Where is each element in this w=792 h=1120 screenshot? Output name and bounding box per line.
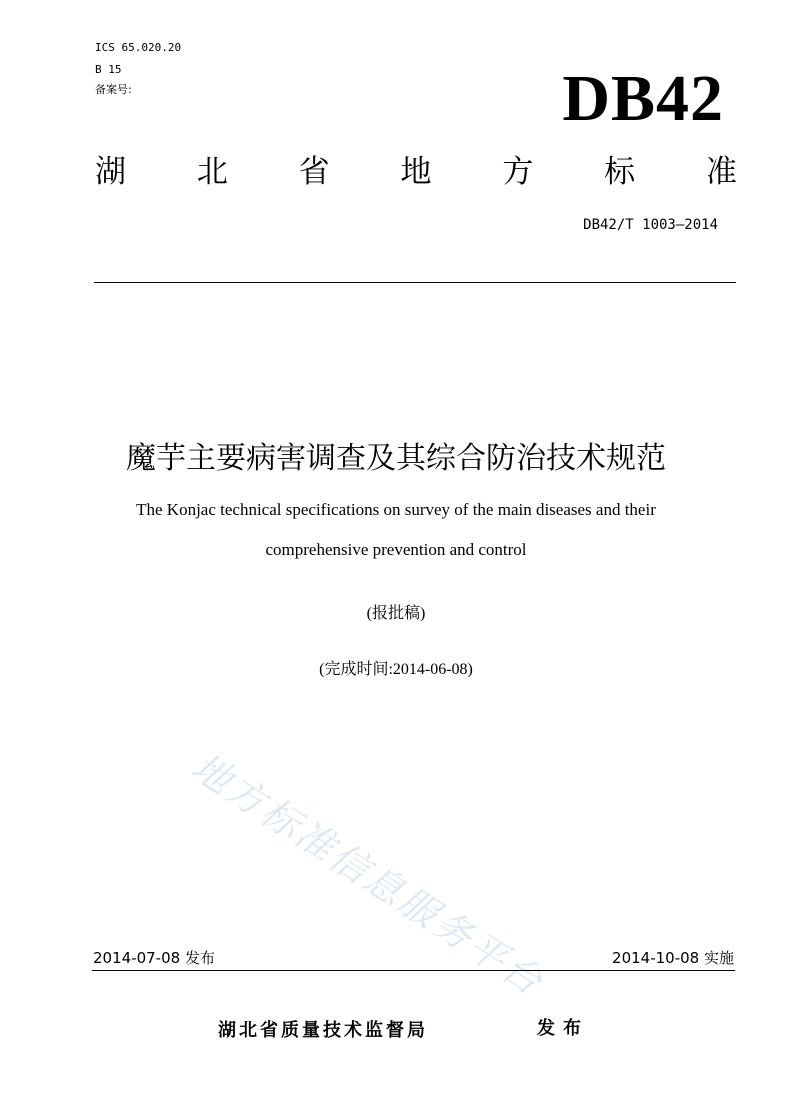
standard-title-char: 地 [400, 154, 432, 190]
standard-title-char: 北 [196, 154, 228, 190]
classification-code: B 15 [95, 63, 122, 76]
document-title-en-line2: comprehensive prevention and control [265, 540, 527, 559]
standard-title-char: 省 [298, 154, 330, 190]
standard-title-char: 标 [604, 154, 636, 190]
implement-date: 2014-10-08 实施 [612, 949, 734, 967]
standard-title-char: 湖 [95, 154, 126, 190]
standard-type-title [95, 152, 737, 192]
issue-label: 发布 [537, 1018, 589, 1039]
document-title-cn: 魔芋主要病害调查及其综合防治技术规范 [126, 441, 666, 476]
top-divider [94, 282, 736, 283]
standard-title-char: 方 [502, 154, 534, 190]
publish-date: 2014-07-08 发布 [93, 949, 215, 967]
bottom-divider [92, 970, 735, 971]
issuing-authority: 湖北省质量技术监督局 [218, 1020, 428, 1041]
standard-number: DB42/T 1003—2014 [583, 217, 718, 233]
record-number-label: 备案号: [95, 83, 132, 96]
ics-code: ICS 65.020.20 [95, 41, 182, 54]
document-title-en-line1: The Konjac technical specifications on survey of the main diseases and their [136, 500, 656, 519]
draft-status: (报批稿) [366, 605, 426, 622]
completion-date: (完成时间:2014-06-08) [319, 661, 473, 678]
standard-title-char: 准 [705, 154, 737, 190]
watermark: 地方标准信息服务平台 [184, 744, 552, 1005]
standard-mark: DB42 [562, 62, 724, 135]
